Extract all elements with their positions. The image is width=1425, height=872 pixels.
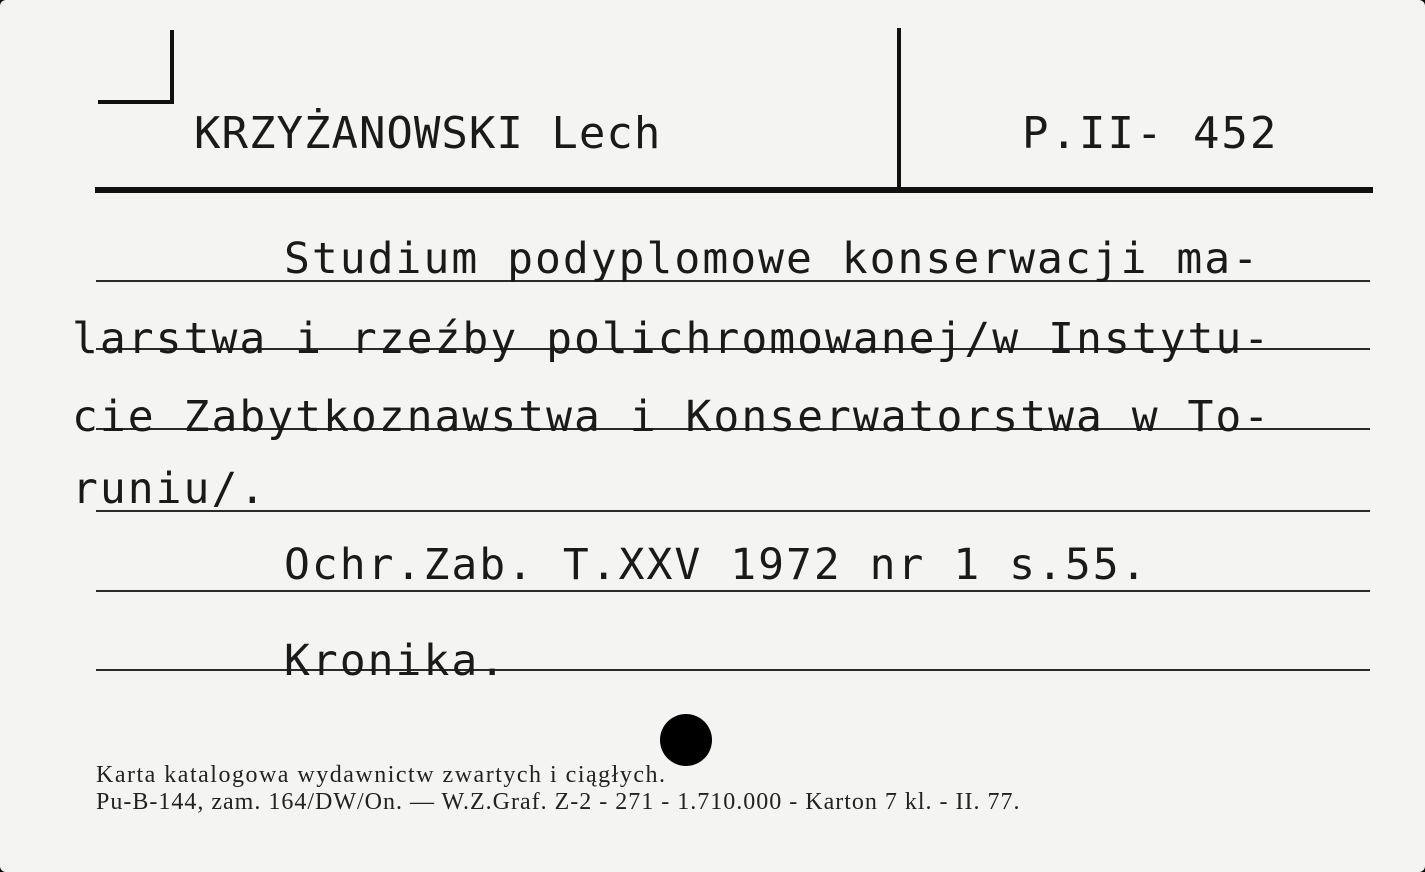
header-divider bbox=[897, 28, 901, 190]
corner-mark-vertical bbox=[170, 30, 174, 102]
header-rule bbox=[95, 187, 1373, 193]
ruled-line bbox=[96, 590, 1370, 592]
title-line-4: runiu/. bbox=[72, 464, 268, 514]
ruled-line bbox=[96, 510, 1370, 512]
author-name: KRZYŻANOWSKI Lech bbox=[194, 108, 662, 159]
corner-mark-horizontal bbox=[98, 100, 174, 104]
title-line-3: cie Zabytkoznawstwa i Konserwatorstwa w To- bbox=[72, 392, 1272, 442]
source-citation: Ochr.Zab. T.XXV 1972 nr 1 s.55. bbox=[284, 540, 1149, 590]
printed-footer-line-2: Pu-B-144, zam. 164/DW/On. — W.Z.Graf. Z-2 - 271 - 1.710.000 - Karton 7 kl. - II. 77. bbox=[96, 789, 1021, 815]
title-line-1: Studium podyplomowe konserwacji ma- bbox=[284, 234, 1261, 284]
section-label: Kronika. bbox=[284, 636, 508, 686]
title-line-2: larstwa i rzeźby polichromowanej/w Instytu- bbox=[72, 314, 1272, 364]
punch-hole bbox=[660, 714, 712, 766]
printed-footer-line-1: Karta katalogowa wydawnictw zwartych i ciągłych. bbox=[96, 762, 667, 788]
call-number: P.II- 452 bbox=[1022, 108, 1279, 159]
